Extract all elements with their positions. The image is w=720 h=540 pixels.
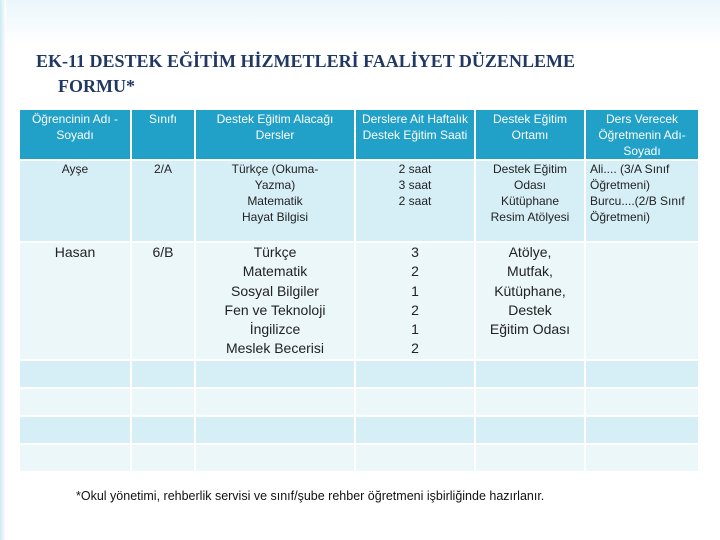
- table-row: [19, 416, 699, 444]
- cell-student-name: Hasan: [19, 242, 131, 360]
- table-row: [19, 242, 699, 360]
- cell-environment: [475, 388, 585, 416]
- page-title-line2: FORMU*: [58, 76, 135, 96]
- cell-environment: Atölye, Mutfak, Kütüphane, Destek Eğitim Odası: [475, 242, 585, 360]
- footnote: *Okul yönetimi, rehberlik servisi ve sınıf/şube rehber öğretmeni işbirliğinde hazırlanır.: [76, 489, 545, 503]
- cell-teacher: [585, 416, 699, 444]
- cell-weekly-hours: [355, 360, 475, 388]
- cell-student-name: Ayşe: [19, 160, 131, 242]
- cell-teacher: [585, 360, 699, 388]
- cell-weekly-hours: 3 2 1 2 1 2: [355, 242, 475, 360]
- cell-student-name: [19, 444, 131, 472]
- cell-weekly-hours: 2 saat 3 saat 2 saat: [355, 160, 475, 242]
- page-title: [36, 49, 676, 99]
- cell-weekly-hours: [355, 388, 475, 416]
- cell-student-name: [19, 416, 131, 444]
- slide-top-band: [0, 0, 720, 44]
- table-header-row: [19, 109, 699, 160]
- cell-lessons: [195, 444, 355, 472]
- cell-lessons: Türkçe (Okuma-Yazma) Matematik Hayat Bilgisi: [195, 160, 355, 242]
- header-lessons: Destek Eğitim Alacağı Dersler: [195, 109, 355, 160]
- header-environment: Destek Eğitim Ortamı: [475, 109, 585, 160]
- cell-lessons: [195, 388, 355, 416]
- header-teacher: Ders Verecek Öğretmenin Adı-Soyadı: [585, 109, 699, 160]
- table-row: [19, 160, 699, 242]
- cell-environment: [475, 416, 585, 444]
- activity-form-table: [18, 108, 700, 473]
- header-student-name: Öğrencinin Adı -Soyadı: [19, 109, 131, 160]
- cell-teacher: [585, 242, 699, 360]
- cell-weekly-hours: [355, 444, 475, 472]
- table-row: [19, 444, 699, 472]
- cell-class: [131, 360, 195, 388]
- cell-lessons: [195, 360, 355, 388]
- cell-student-name: [19, 388, 131, 416]
- page-title-line1: EK-11 DESTEK EĞİTİM HİZMETLERİ FAALİYET DÜZENLEME: [36, 51, 575, 71]
- cell-class: [131, 388, 195, 416]
- header-weekly-hours: Derslere Ait Haftalık Destek Eğitim Saati: [355, 109, 475, 160]
- table-row: [19, 360, 699, 388]
- cell-class: [131, 416, 195, 444]
- cell-class: 2/A: [131, 160, 195, 242]
- cell-environment: [475, 360, 585, 388]
- cell-class: 6/B: [131, 242, 195, 360]
- cell-environment: Destek Eğitim Odası Kütüphane Resim Atölyesi: [475, 160, 585, 242]
- cell-student-name: [19, 360, 131, 388]
- table-row: [19, 388, 699, 416]
- cell-class: [131, 444, 195, 472]
- cell-weekly-hours: [355, 416, 475, 444]
- header-class: Sınıfı: [131, 109, 195, 160]
- cell-teacher: [585, 444, 699, 472]
- cell-environment: [475, 444, 585, 472]
- cell-lessons: [195, 416, 355, 444]
- cell-lessons: Türkçe Matematik Sosyal Bilgiler Fen ve Teknoloji İngilizce Meslek Becerisi: [195, 242, 355, 360]
- slide-left-accent: [0, 0, 6, 540]
- cell-teacher: Ali.... (3/A Sınıf Öğretmeni) Burcu....(2/B Sınıf Öğretmeni): [585, 160, 699, 242]
- cell-teacher: [585, 388, 699, 416]
